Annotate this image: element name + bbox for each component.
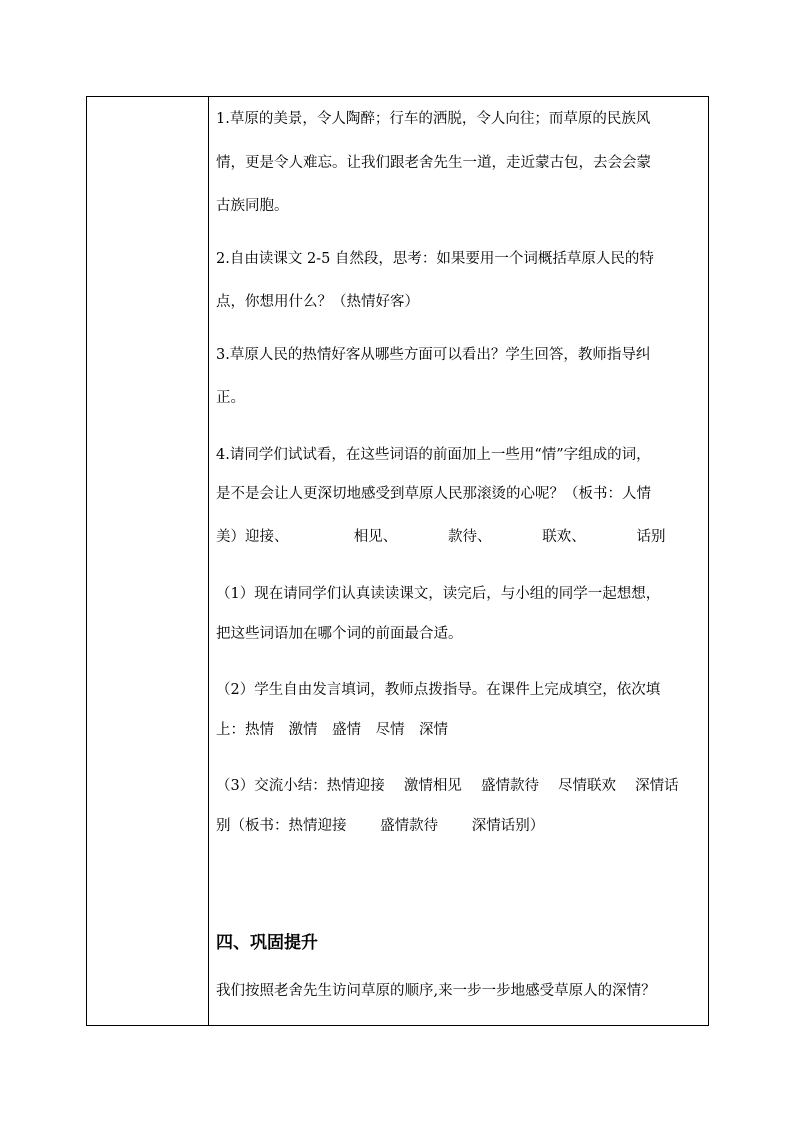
paragraph-3-line-2: 正。 [216, 390, 245, 406]
paragraph-4-line-2: 是不是会让人更深切地感受到草原人民那滚烫的心呢？（板书：人情 [216, 486, 651, 502]
paragraph-4-line-1: 4.请同学们试试看，在这些词语的前面加上一些用“情”字组成的词， [216, 447, 651, 463]
paragraph-6-line-2: 上：热情 激情 盛情 尽情 深情 [216, 722, 448, 738]
closing-line: 我们按照老舍先生访问草原的顺序,来一步一步地感受草原人的深情？ [216, 983, 656, 999]
paragraph-6-line-1: （2）学生自由发言填词，教师点拨指导。在课件上完成填空，依次填 [216, 682, 661, 698]
lesson-table [86, 96, 709, 1026]
paragraph-1-line-1: 1.草原的美景，令人陶醉；行车的洒脱，令人向往；而草原的民族风 [216, 111, 651, 127]
paragraph-7-line-1: （3）交流小结：热情迎接 激情相见 盛情款待 尽情联欢 深情话 [216, 778, 679, 794]
paragraph-2-line-1: 2.自由读课文 2-5 自然段，思考：如果要用一个词概括草原人民的特 [216, 251, 654, 267]
paragraph-5-line-2: 把这些词语加在哪个词的前面最合适。 [216, 626, 463, 642]
paragraph-1-line-3: 古族同胞。 [216, 198, 289, 214]
paragraph-1-line-2: 情，更是令人难忘。让我们跟老舍先生一道，走近蒙古包，去会会蒙 [216, 155, 651, 171]
column-divider [208, 97, 209, 1025]
paragraph-4-line-3: 美）迎接、 相见、 款待、 联欢、 话别 [216, 529, 666, 545]
paragraph-2-line-2: 点，你想用什么？（热情好客） [216, 294, 419, 310]
paragraph-3-line-1: 3.草原人民的热情好客从哪些方面可以看出？学生回答，教师指导纠 [216, 347, 651, 363]
paragraph-5-line-1: （1）现在请同学们认真读读课文，读完后，与小组的同学一起想想， [216, 586, 661, 602]
paragraph-7-line-2: 别（板书：热情迎接 盛情款待 深情话别） [216, 818, 545, 834]
section-heading: 四、巩固提升 [216, 933, 318, 953]
